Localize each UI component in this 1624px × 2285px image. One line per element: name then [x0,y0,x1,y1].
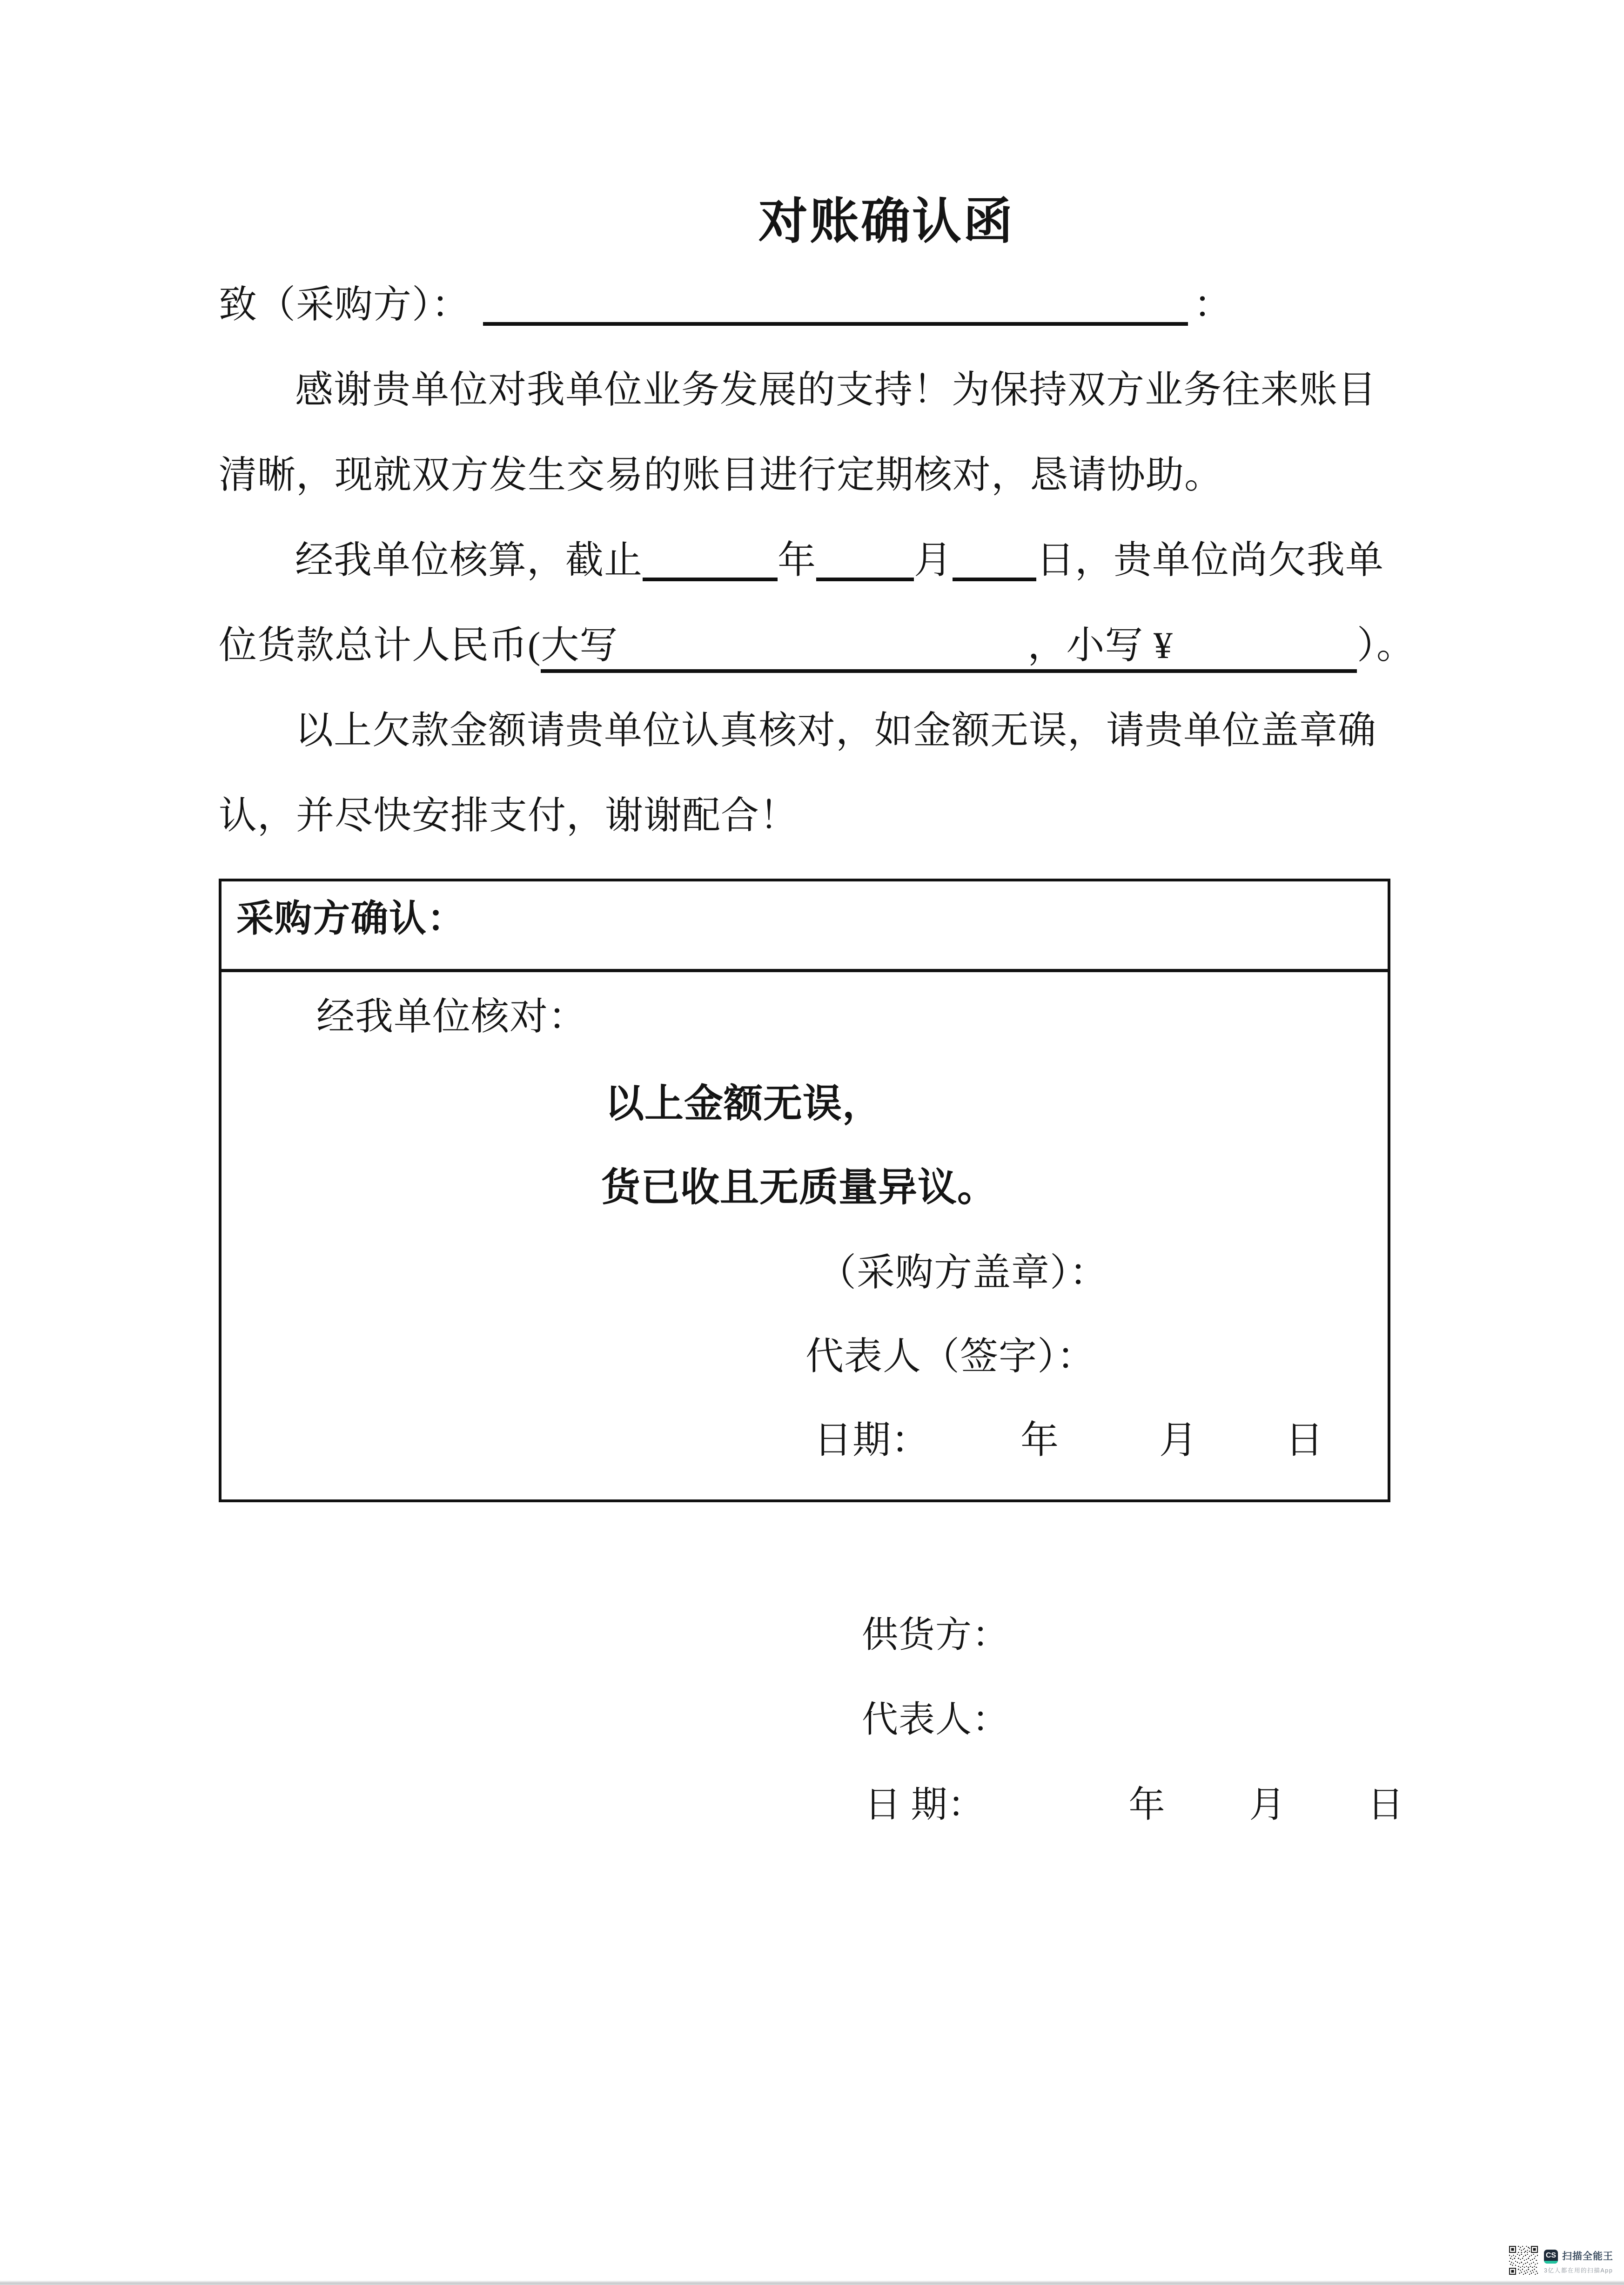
greeting-label: 致（采购方）： [219,283,470,326]
box-date-day: 日 [1285,1419,1324,1461]
year-label: 年 [778,539,817,581]
supplier-name-line: 供货方： [862,1614,1009,1655]
para2-seg2: 位货款总计人民币( [219,624,541,666]
month-blank [816,541,914,581]
box-date-year: 年 [1020,1419,1060,1461]
camscanner-tagline: 3亿人都在用的扫描App [1544,2267,1613,2274]
para2-close: ）。 [1356,624,1415,666]
box-intro: 经我单位核对： [316,995,587,1038]
camscanner-logo-text: CS [1545,2251,1557,2259]
para2-line2 [219,626,1415,665]
greeting-line [219,283,1233,326]
scan-bottom-edge [0,2280,1624,2285]
box-date-month: 月 [1159,1419,1198,1461]
amount-figures-label: ，小写 ¥ [1027,624,1173,666]
day-blank [953,541,1036,581]
watermark-text-block [1544,2250,1613,2274]
amount-words-label: 大写 [541,624,618,666]
supplier-date-day: 日 [1367,1784,1404,1825]
supplier-date-year: 年 [1128,1784,1166,1825]
supplier-date-label: 日 期： [865,1784,985,1825]
para3-line1: 以上欠款金额请贵单位认真核对，如金额无误，请贵单位盖章确 [295,709,1377,752]
box-statement-1: 以上金额无误， [605,1082,882,1125]
supplier-date-month: 月 [1249,1784,1286,1825]
camscanner-app-name: 扫描全能王 [1562,2251,1613,2262]
para3-line2: 认，并尽快安排支付，谢谢配合！ [219,794,799,837]
box-header: 采购方确认： [236,898,465,939]
para2-seg1: 经我单位核算，截止 [295,539,643,581]
camscanner-logo-icon [1544,2250,1558,2264]
box-statement-2: 货已收且无质量异议。 [601,1165,997,1209]
box-date-line [814,1421,1324,1459]
box-seal-label: （采购方盖章）： [818,1251,1108,1294]
para2-day-tail: 日，贵单位尚欠我单 [1036,539,1384,581]
para1-line2: 清晰，现就双方发生交易的账目进行定期核对，恳请协助。 [219,454,1223,496]
supplier-date-line [865,1784,1404,1825]
camscanner-watermark [1509,2246,1613,2275]
qr-code-icon [1509,2246,1538,2275]
camscanner-logo-accent-bar [1544,2261,1558,2264]
box-header-divider [221,969,1388,972]
year-blank [643,541,778,581]
greeting-suffix-colon: ： [1194,283,1233,326]
para2-line1 [219,541,1384,581]
buyer-confirmation-box [219,879,1390,1502]
page-title: 对账确认函 [758,195,1014,249]
amount-underlined-run [541,624,1357,673]
month-label: 月 [914,539,953,581]
buyer-name-blank [483,286,1188,326]
para1-line1: 感谢贵单位对我单位业务发展的支持！为保持双方业务往来账目 [295,369,1377,411]
supplier-rep-line: 代表人： [862,1699,1009,1740]
box-date-label: 日期： [814,1419,930,1461]
box-rep-label: 代表人（签字）： [805,1335,1096,1378]
